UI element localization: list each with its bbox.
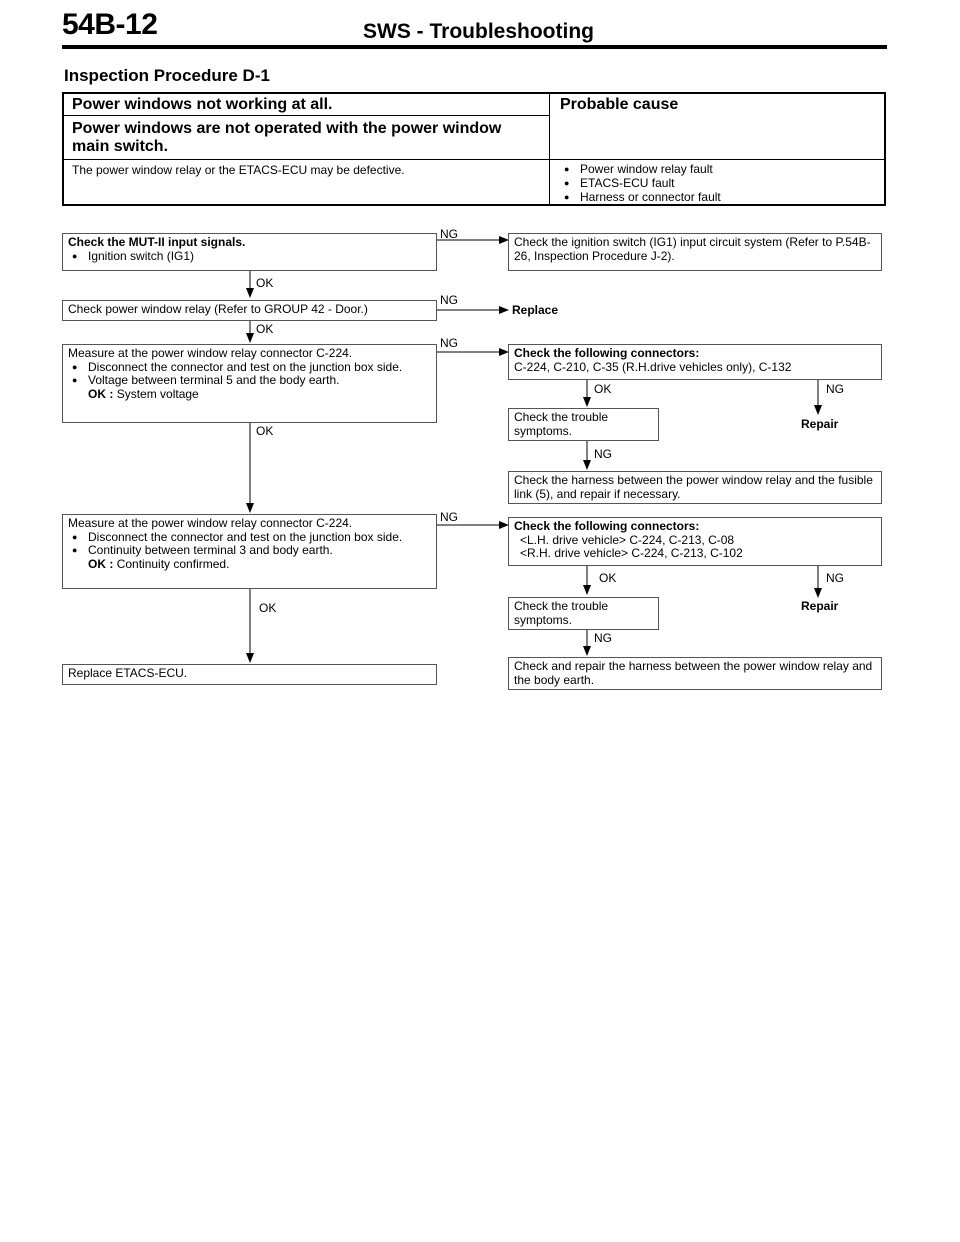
step3-bullet1: ● Disconnect the connector and test on the junction box side.	[68, 361, 431, 375]
cause-item: ● Power window relay fault	[560, 162, 721, 176]
ok-value: Continuity confirmed.	[116, 556, 230, 571]
label-ok: OK	[259, 601, 277, 615]
step4-ng-title: Check the following connectors:	[514, 519, 700, 533]
step4-box	[62, 514, 437, 589]
label-ng: NG	[440, 227, 458, 241]
label-ok: OK	[599, 571, 617, 585]
step4-harness-box	[508, 657, 882, 690]
probable-cause-header: Probable cause	[560, 96, 679, 113]
step1-ng-text: Check the ignition switch (IG1) input circuit system (Refer to P.54B-26, Inspection Procedure J-2).	[514, 235, 871, 263]
cause-item: ● Harness or connector fault	[560, 190, 721, 204]
step3-repair: Repair	[801, 417, 839, 431]
label-ng: NG	[594, 631, 612, 645]
label-ng: NG	[826, 382, 844, 396]
step4-line1: Measure at the power window relay connector C-224.	[68, 516, 353, 530]
label-ok: OK	[256, 424, 274, 438]
step4-trouble-box	[508, 597, 659, 630]
step3-box	[62, 344, 437, 423]
step3-ng-box	[508, 344, 882, 380]
ok-key: OK :	[88, 556, 114, 571]
header-title: SWS - Troubleshooting	[363, 20, 594, 43]
label-ng: NG	[440, 510, 458, 524]
ok-value: System voltage	[116, 386, 199, 401]
step4-ng-lh: <L.H. drive vehicle> C-224, C-213, C-08	[520, 532, 735, 547]
label-ok: OK	[256, 276, 274, 290]
step1-bullet: ● Ignition switch (IG1)	[68, 250, 431, 264]
step4-trouble-text: Check the trouble symptoms.	[514, 599, 609, 627]
step3-trouble-text: Check the trouble symptoms.	[514, 410, 609, 438]
label-ng: NG	[440, 293, 458, 307]
step2-ng-result: Replace	[512, 303, 559, 317]
step2-text: Check power window relay (Refer to GROUP 42 - Door.)	[68, 302, 368, 316]
step4-bullet1: ● Disconnect the connector and test on the junction box side.	[68, 531, 431, 545]
step3-trouble-box	[508, 408, 659, 441]
step3-bullet2: ● Voltage between terminal 5 and the body earth.	[68, 374, 431, 388]
step4-ok-criteria	[68, 558, 431, 572]
step4-harness-text: Check and repair the harness between the power window relay and the body earth.	[514, 659, 873, 687]
cause-item: ● ETACS-ECU fault	[560, 176, 721, 190]
label-ng: NG	[594, 447, 612, 461]
ok-key: OK :	[88, 386, 114, 401]
step5-text: Replace ETACS-ECU.	[68, 666, 188, 680]
step3-harness-box	[508, 471, 882, 504]
symptom-1: Power windows not working at all.	[72, 96, 333, 113]
step3-ng-title: Check the following connectors:	[514, 346, 700, 360]
step2-box	[62, 300, 437, 321]
label-ng: NG	[826, 571, 844, 585]
step4-bullet2: ● Continuity between terminal 3 and body earth.	[68, 544, 431, 558]
label-ok: OK	[594, 382, 612, 396]
step1-ng-box	[508, 233, 882, 271]
step3-line1: Measure at the power window relay connector C-224.	[68, 346, 353, 360]
step3-ok-criteria	[68, 388, 431, 402]
step1-box	[62, 233, 437, 271]
step5-box	[62, 664, 437, 685]
step3-ng-text: C-224, C-210, C-35 (R.H.drive vehicles only), C-132	[514, 359, 792, 374]
step4-ng-box	[508, 517, 882, 566]
step4-repair: Repair	[801, 599, 839, 613]
symptom-2: Power windows are not operated with the power window main switch.	[72, 120, 502, 155]
page-number: 54B-12	[62, 8, 158, 41]
label-ok: OK	[256, 322, 274, 336]
label-ng: NG	[440, 336, 458, 350]
step3-harness-text: Check the harness between the power window relay and the fusible link (5), and repair if necessary.	[514, 473, 873, 501]
problem-description: The power window relay or the ETACS-ECU may be defective.	[72, 163, 405, 177]
step1-title: Check the MUT-II input signals.	[68, 235, 246, 249]
step4-ng-rh: <R.H. drive vehicle> C-224, C-213, C-102	[520, 546, 743, 560]
section-title: Inspection Procedure D-1	[64, 66, 270, 85]
